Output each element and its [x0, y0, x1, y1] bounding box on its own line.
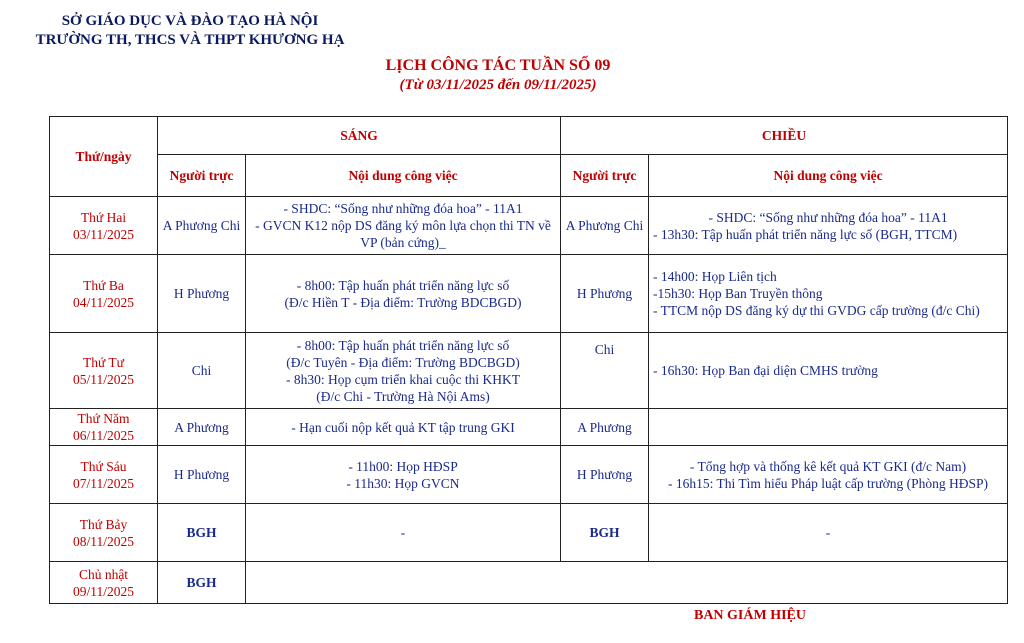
am-content-cell — [246, 446, 561, 504]
content-line: - SHDC: “Sống như những đóa hoa” - 11A1 — [708, 209, 948, 225]
content-line: - Tổng hợp và thống kê kết quả KT GKI (đ/c Nam) — [689, 458, 967, 474]
day-cell — [50, 562, 158, 604]
department-name: SỞ GIÁO DỤC VÀ ĐÀO TẠO HÀ NỘI — [61, 13, 319, 29]
content-line: - 16h30: Họp Ban đại diện CMHS trường — [653, 363, 878, 378]
header-afternoon: CHIỀU — [561, 117, 1008, 155]
table-row — [50, 333, 1008, 409]
content-line: - 14h00: Họp Liên tịch — [653, 269, 777, 284]
day-date: 04/11/2025 — [72, 294, 134, 310]
content-line: (Đ/c Chi - Trường Hà Nội Ams) — [316, 388, 490, 404]
am-duty-cell: Chi — [158, 333, 246, 409]
table-row — [50, 197, 1008, 255]
content-line: - — [825, 525, 831, 540]
content-line: - 8h00: Tập huấn phát triển năng lực số — [296, 277, 510, 293]
day-name: Thứ Bảy — [79, 516, 128, 532]
content-line: - 11h30: Họp GVCN — [346, 475, 460, 491]
day-cell — [50, 446, 158, 504]
pm-content-cell — [649, 446, 1008, 504]
day-date: 08/11/2025 — [72, 533, 134, 549]
pm-duty-cell: Chi — [561, 333, 649, 409]
content-line: - Hạn cuối nộp kết quả KT tập trung GKI — [291, 419, 515, 435]
pm-content-cell — [649, 409, 1008, 446]
day-cell — [50, 409, 158, 446]
content-line: - 16h15: Thi Tìm hiểu Pháp luật cấp trường (Phòng HĐSP) — [668, 475, 988, 491]
weekly-schedule-table — [49, 116, 1008, 604]
school-name: TRƯỜNG TH, THCS VÀ THPT KHƯƠNG HẠ — [35, 32, 345, 48]
content-line: - — [400, 525, 406, 540]
day-cell — [50, 197, 158, 255]
day-date: 05/11/2025 — [72, 371, 134, 387]
am-duty-cell: H Phương — [158, 255, 246, 333]
content-line: - TTCM nộp DS đăng ký dự thi GVDG cấp trường (đ/c Chi) — [653, 303, 980, 318]
day-cell — [50, 333, 158, 409]
am-content-cell — [246, 409, 561, 446]
day-date: 07/11/2025 — [72, 475, 134, 491]
content-line: - 11h00: Họp HĐSP — [348, 458, 458, 474]
header-am-duty: Người trực — [158, 155, 246, 197]
day-date: 03/11/2025 — [72, 226, 134, 242]
signature-block: BAN GIÁM HIỆU — [693, 608, 806, 623]
pm-duty-cell: H Phương — [561, 446, 649, 504]
header-am-content: Nội dung công việc — [246, 155, 561, 197]
am-content-cell — [246, 255, 561, 333]
day-date: 06/11/2025 — [72, 428, 134, 443]
content-line: - 8h00: Tập huấn phát triển năng lực số — [296, 337, 510, 353]
am-duty-cell: A Phương — [158, 409, 246, 446]
pm-duty-cell: A Phương — [561, 409, 649, 446]
content-line: (Đ/c Tuyên - Địa điểm: Trường BDCBGD) — [286, 354, 520, 370]
table-row — [50, 409, 1008, 446]
header-pm-duty: Người trực — [561, 155, 649, 197]
content-line: (Đ/c Hiền T - Địa điểm: Trường BDCBGD) — [284, 294, 522, 310]
pm-content-cell — [649, 255, 1008, 333]
content-line: - SHDC: “Sống như những đóa hoa” - 11A1 — [283, 201, 523, 216]
day-name: Thứ Năm — [77, 411, 130, 426]
pm-duty-cell: A Phương Chi — [561, 197, 649, 255]
day-cell — [50, 255, 158, 333]
am-duty-cell: A Phương Chi — [158, 197, 246, 255]
header-morning: SÁNG — [158, 117, 561, 155]
schedule-date-range: (Từ 03/11/2025 đến 09/11/2025) — [399, 77, 597, 93]
day-name: Thứ Hai — [80, 209, 127, 225]
content-line: - 13h30: Tập huấn phát triển năng lực số (BGH, TTCM) — [653, 226, 958, 242]
day-date: 09/11/2025 — [72, 583, 134, 599]
day-name: Chủ nhật — [78, 566, 129, 582]
day-cell — [50, 504, 158, 562]
am-duty-cell: BGH — [158, 504, 246, 562]
day-name: Thứ Tư — [82, 354, 124, 370]
day-name: Thứ Sáu — [80, 458, 127, 474]
pm-content-cell — [649, 333, 1008, 409]
organization-header — [0, 12, 380, 50]
table-row — [50, 504, 1008, 562]
content-line: -15h30: Họp Ban Truyền thông — [653, 286, 823, 301]
header-pm-content: Nội dung công việc — [649, 155, 1008, 197]
am-duty-cell: BGH — [158, 562, 246, 604]
pm-content-cell — [649, 197, 1008, 255]
content-line: - 8h30: Họp cụm triển khai cuộc thi KHKT — [286, 371, 520, 387]
content-line: - GVCN K12 nộp DS đăng ký môn lựa chọn thi TN về VP (bản cứng)_ — [255, 218, 551, 250]
header-day: Thứ/ngày — [50, 117, 158, 197]
sunday-empty-cell — [246, 562, 1008, 604]
pm-duty-cell: H Phương — [561, 255, 649, 333]
schedule-title-block — [288, 56, 708, 94]
schedule-title: LỊCH CÔNG TÁC TUẦN SỐ 09 — [385, 57, 611, 74]
am-duty-cell: H Phương — [158, 446, 246, 504]
pm-duty-cell: BGH — [561, 504, 649, 562]
am-content-cell — [246, 333, 561, 409]
table-row — [50, 446, 1008, 504]
pm-content-cell — [649, 504, 1008, 562]
am-content-cell — [246, 504, 561, 562]
am-content-cell — [246, 197, 561, 255]
day-name: Thứ Ba — [83, 277, 124, 293]
table-row — [50, 562, 1008, 604]
table-row — [50, 255, 1008, 333]
